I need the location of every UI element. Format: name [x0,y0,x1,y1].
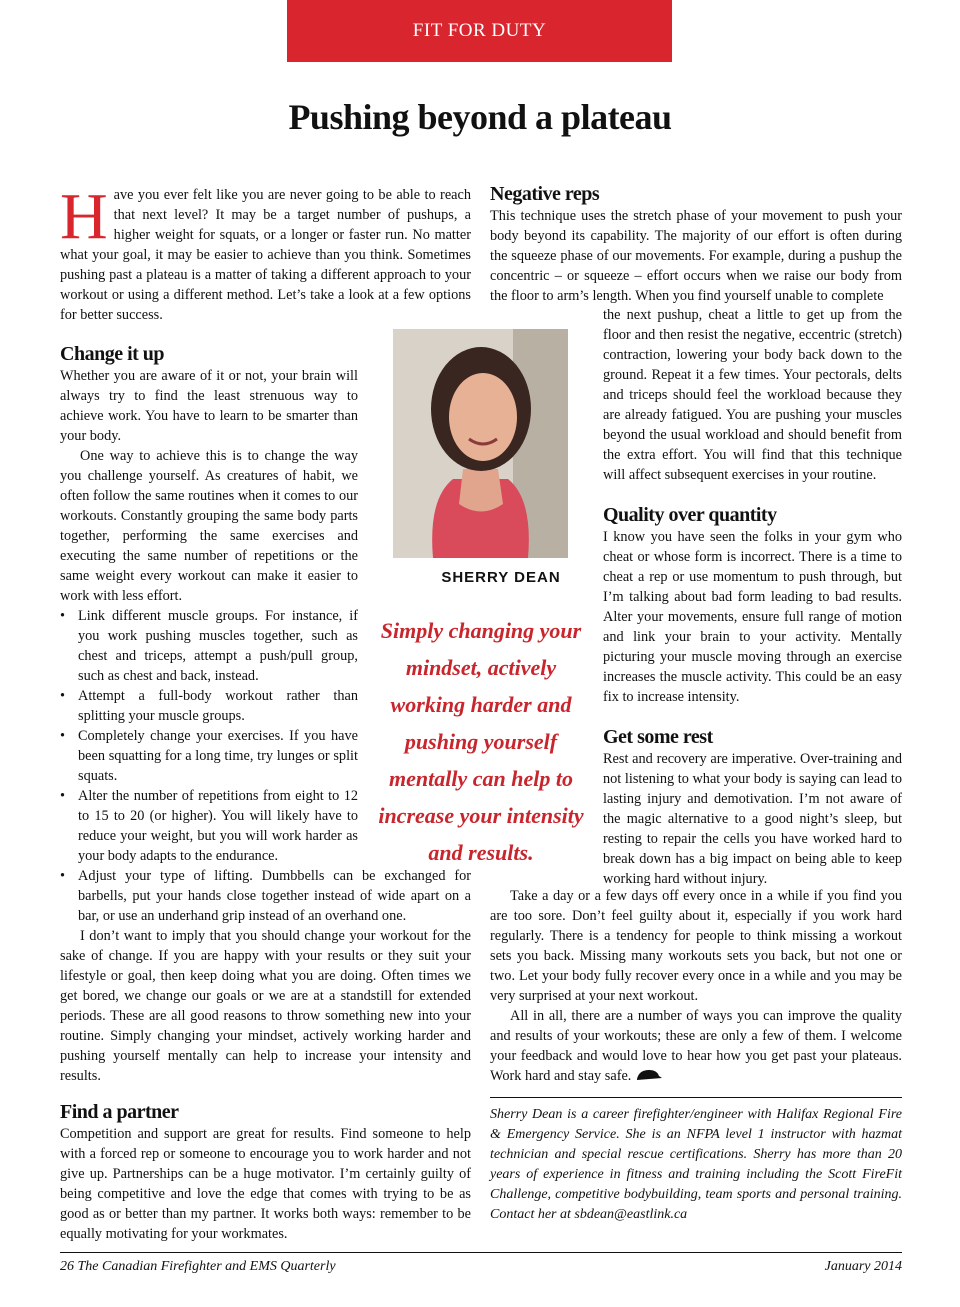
quality-heading: Quality over quantity [603,504,777,526]
author-photo-illustration [393,329,568,558]
rest-p3-text: All in all, there are a number of ways you can improve the quality and results of your workouts; these are only a few of them. I welcome your feedback and would love to hear how you get past your plateaus. Work hard and stay safe. [490,1008,902,1084]
change-heading: Change it up [60,343,165,365]
negative-heading: Negative reps [490,183,600,205]
rest-p1: Rest and recovery are imperative. Over-training and not listening to what your body is saying can lead to lasting injury and demotivation. I’m not aware of the magic alternative to a good night’s sleep, but resting to repair the cells you have worked hard to break down has a big impact on being able to keep working hard without injury. [603,751,902,887]
rest-heading: Get some rest [603,726,713,748]
change-section [60,342,358,866]
footer-date: January 2014 [824,1259,902,1274]
list-item: • Link different muscle groups. For instance, if you work pushing muscles together, such as chest and triceps, attempt a push/pull group, such as chest and back, instead. [60,606,358,686]
footer-divider [60,1252,902,1253]
rest-p2: Take a day or a few days off every once in a while if you find you are too sore. Don’t feel guilty about it, especially if you work hard regularly. There is a tendency for people to think missing a workout sets you back. Missing many workouts sets you back, but not one or two. Let your body fully recover every once in a while and you may be very surprised at your next workout. [490,888,902,1004]
change-p1: Whether you are aware of it or not, your brain will always try to find the least strenuous way to achieve work. You have to learn to be smarter than your body. [60,368,358,444]
list-item: • Attempt a full-body workout rather than splitting your muscle groups. [60,686,358,726]
quality-p1: I know you have seen the folks in your gym who cheat or whose form is incorrect. There is a time to cheat a rep or use momentum to push through, but I’m talking about bad form leading to bad results. Alter your movements, ensure full range of motion and link your brain to your activity. Mentally picturing your muscle moving through an exercise increases the muscle activity. This could be an easy fix to increase intensity. [603,529,902,705]
change-list-continued [60,866,471,926]
section-label: FIT FOR DUTY [412,20,547,41]
author-bio: Sherry Dean is a career firefighter/engineer with Halifax Regional Fire & Emergency Service. She is an NFPA level 1 instructor with hazmat technician and special rescue certifications. Sherry has more than 20 years of experience in fitness and training including the Scott FireFit Challenge, competitive bodybuilding, team sports and personal training. Contact her at sbdean@eastlink.ca [490,1107,902,1222]
list-item: • Adjust your type of lifting. Dumbbells can be exchanged for barbells, put your hands close together instead of wide apart on a bar, or use an underhand grip instead of an overhand one. [60,866,471,926]
author-photo [393,329,568,558]
negative-section [490,182,902,306]
negative-p1a: This technique uses the stretch phase of your movement to push your body beyond its capability. The majority of our effort is often during the squeeze phase of our movements. For example, during a pushup the concentric – or squeeze – effort occurs when we raise our body from the floor to arm’s length. When you find yourself unable to complete [490,208,902,304]
article-title: Pushing beyond a plateau [288,97,672,137]
bio-divider [490,1097,902,1098]
list-item: • Completely change your exercises. If you have been squatting for a long time, try lunges or split squats. [60,726,358,786]
negative-p1b: the next pushup, cheat a little to get up from the floor and then resist the negative, eccentric (stretch) contraction, lowering your body back down to the ground. Repeat it a few times. Your pectorals, delts and triceps should feel the workload because they are already fatigued. You are pushing your muscles beyond the usual workload and should benefit from the extra effort. You will find that this technique will affect subsequent exercises in your routine. [603,307,902,483]
change-continued [60,866,471,1244]
intro-text: ave you ever felt like you are never going to be able to reach that next level? It may be a target number of pushups, a higher weight for squats, or a longer or faster run. No matter what your goal, it may be easier to achieve than you think. Sometimes pushing past a plateau is a matter of taking a different approach to your workout or using a different method. Let’s take a look at a few options for better success. [60,187,471,323]
helmet-icon [635,1068,663,1082]
right-narrow-column [603,305,902,889]
change-p3: I don’t want to imply that you should change your workout for the sake of change. If you are happy with your results or they suit your lifestyle or goal, then keep doing what you are doing. Often times we get bored, we change our goals or we are at a standstill for extended periods. These are all good reasons to throw something new into your routine. Simply changing your mindset, actively working harder and pushing yourself mentally can help to increase your intensity and results. [60,928,471,1084]
section-header [287,0,672,62]
pull-quote: Simply changing your mindset, actively working harder and pushing yourself mentally can help to increase your intensity and results. [378,618,584,865]
photo-caption: SHERRY DEAN [441,569,561,586]
change-list [60,606,358,866]
intro-paragraph [60,180,471,325]
change-p2: One way to achieve this is to change the way you challenge yourself. As creatures of habit, we often follow the same routines when it comes to our workouts. Constantly grouping the same body parts together, performing the same exercises and executing the same number of repetitions or the same weight every workout can make it easier to work with less effort. [60,448,358,604]
partner-heading: Find a partner [60,1101,179,1123]
drop-cap: H [60,180,108,253]
partner-p1: Competition and support are great for results. Find someone to help with a forced rep or someone to encourage you to work harder and not give up. Partnerships can be a huge motivator. I’m certainly guilty of being competitive and love the edge that comes with trying to be as good as or better than my partner. It works both ways: remember to be equally motivating for your workmates. [60,1126,471,1242]
intro-block [60,180,471,325]
list-item: • Alter the number of repetitions from eight to 12 to 15 to 20 (or higher). You will likely have to reduce your weight, but you will work harder as your body adapts to the endurance. [60,786,358,866]
rest-continued [490,886,902,1086]
rest-p3 [490,1006,902,1086]
footer-publication: 26 The Canadian Firefighter and EMS Quarterly [60,1259,336,1274]
